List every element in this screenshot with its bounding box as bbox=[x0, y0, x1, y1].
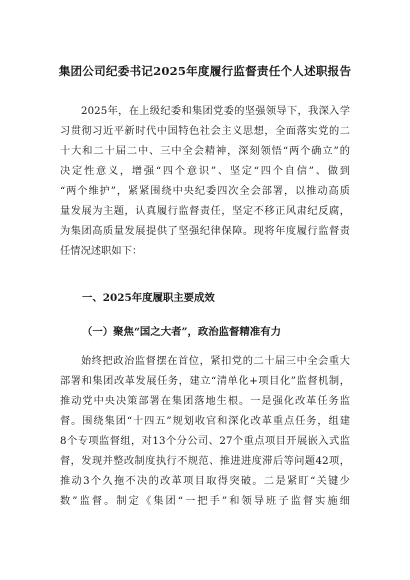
paragraph-line: 推动党中央决策部署在集团落地生根。一是强化改革任务监 bbox=[60, 396, 350, 407]
paragraph-line: 推动3个久拖不决的改革项目取得突破。二是紧盯“关键少 bbox=[60, 476, 350, 487]
paragraph-line: 任情况述职如下： bbox=[60, 246, 143, 257]
paragraph-line: 2025年，在上级纪委和集团党委的坚强领导下，我深入学 bbox=[81, 106, 350, 117]
paragraph-line: 数”监督。制定《集团“一把手”和领导班子监督实施细 bbox=[60, 496, 350, 507]
subsection-heading: （一）聚焦“国之大者”，政治监督精准有力 bbox=[82, 326, 281, 338]
paragraph-line: 习贯彻习近平新时代中国特色社会主义思想，全面落实党的二 bbox=[60, 126, 350, 137]
paragraph-line: “两个维护”，紧紧围绕中央纪委四次全会部署，以推动高质 bbox=[60, 186, 350, 197]
paragraph-line: 为集团高质量发展提供了坚强纪律保障。现将年度履行监督责 bbox=[60, 226, 350, 237]
paragraph-line: 督。围绕集团“十四五”规划收官和深化改革重点任务，组建 bbox=[60, 416, 350, 427]
paragraph-line: 部署和集团改革发展任务，建立“清单化+项目化”监督机制， bbox=[60, 376, 350, 387]
document-title: 集团公司纪委书记2025年度履行监督责任个人述职报告 bbox=[58, 64, 352, 78]
paragraph-line: 8个专项监督组，对13个分公司、27个重点项目开展嵌入式监 bbox=[60, 436, 350, 447]
paragraph-line: 督，发现并整改制度执行不规范、推进进度滞后等问题42项， bbox=[60, 456, 350, 467]
paragraph-line: 量发展为主题，认真履行监督责任，坚定不移正风肃纪反腐， bbox=[60, 206, 350, 217]
paragraph-line: 始终把政治监督摆在首位，紧扣党的二十届三中全会重大 bbox=[81, 356, 350, 367]
paragraph-line: 十大和二十届二中、三中全会精神，深刻领悟“两个确立”的 bbox=[60, 146, 350, 157]
section-heading: 一、2025年度履职主要成效 bbox=[82, 292, 215, 304]
paragraph-line: 决定性意义，增强“四个意识”、坚定“四个自信”、做到 bbox=[60, 166, 350, 177]
